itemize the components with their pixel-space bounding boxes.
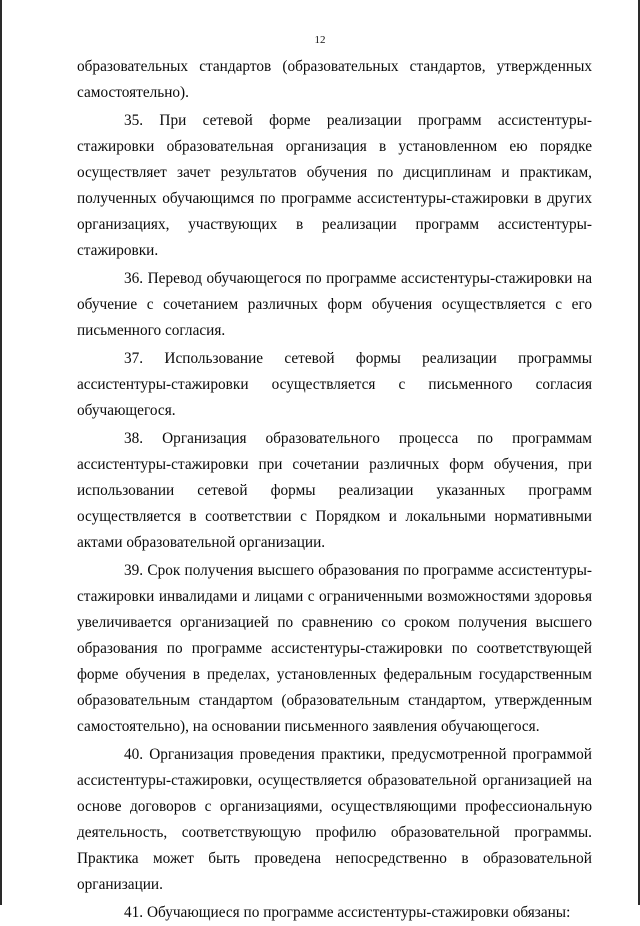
paragraph-38: 38. Организация образовательного процесса по программам ассистентуры-стажировки при сочетании различных форм обучения, при использовании сетевой формы реализации указанных программ осуществляется в соответствии с Порядком и локальными нормативными актами образовательной организации. bbox=[77, 430, 592, 551]
paragraph-37: 37. Использование сетевой формы реализации программы ассистентуры-стажировки осуществляется с письменного согласия обучающегося. bbox=[77, 350, 592, 419]
document-body bbox=[77, 54, 592, 926]
paragraph-36: 36. Перевод обучающегося по программе ассистентуры-стажировки на обучение с сочетанием различных форм обучения осуществляется с его письменного согласия. bbox=[77, 270, 592, 339]
paragraph-35: 35. При сетевой форме реализации программ ассистентуры-стажировки образовательная организация в установленном ею порядке осуществляет зачет результатов обучения по дисциплинам и практикам, полученных обучающимся по программе ассистентуры-стажировки в других организациях, участвующих в реализации программ ассистентуры-стажировки. bbox=[77, 112, 592, 259]
paragraph-39: 39. Срок получения высшего образования по программе ассистентуры-стажировки инвалидами и лицами с ограниченными возможностями здоровья увеличивается организацией по сравнению со сроком получения высшего образования по программе ассистентуры-стажировки по соответствующей форме обучения в пределах, установленных федеральным государственным образовательным стандартом (образовательным стандартом, утвержденным самостоятельно), на основании письменного заявления обучающегося. bbox=[77, 562, 592, 735]
page-number: 12 bbox=[314, 34, 326, 46]
paragraph-continuation: образовательных стандартов (образовательных стандартов, утвержденных самостоятельно). bbox=[77, 58, 592, 101]
paragraph-41: 41. Обучающиеся по программе ассистентуры-стажировки обязаны: bbox=[124, 904, 571, 921]
paragraph-40: 40. Организация проведения практики, предусмотренной программой ассистентуры-стажировки, осуществляется образовательной организацией на основе договоров с организациями, осуществляющими профессиональную деятельность, соответствующую профилю образовательной программы. Практика может быть проведена непосредственно в образовательной организации. bbox=[77, 746, 592, 893]
